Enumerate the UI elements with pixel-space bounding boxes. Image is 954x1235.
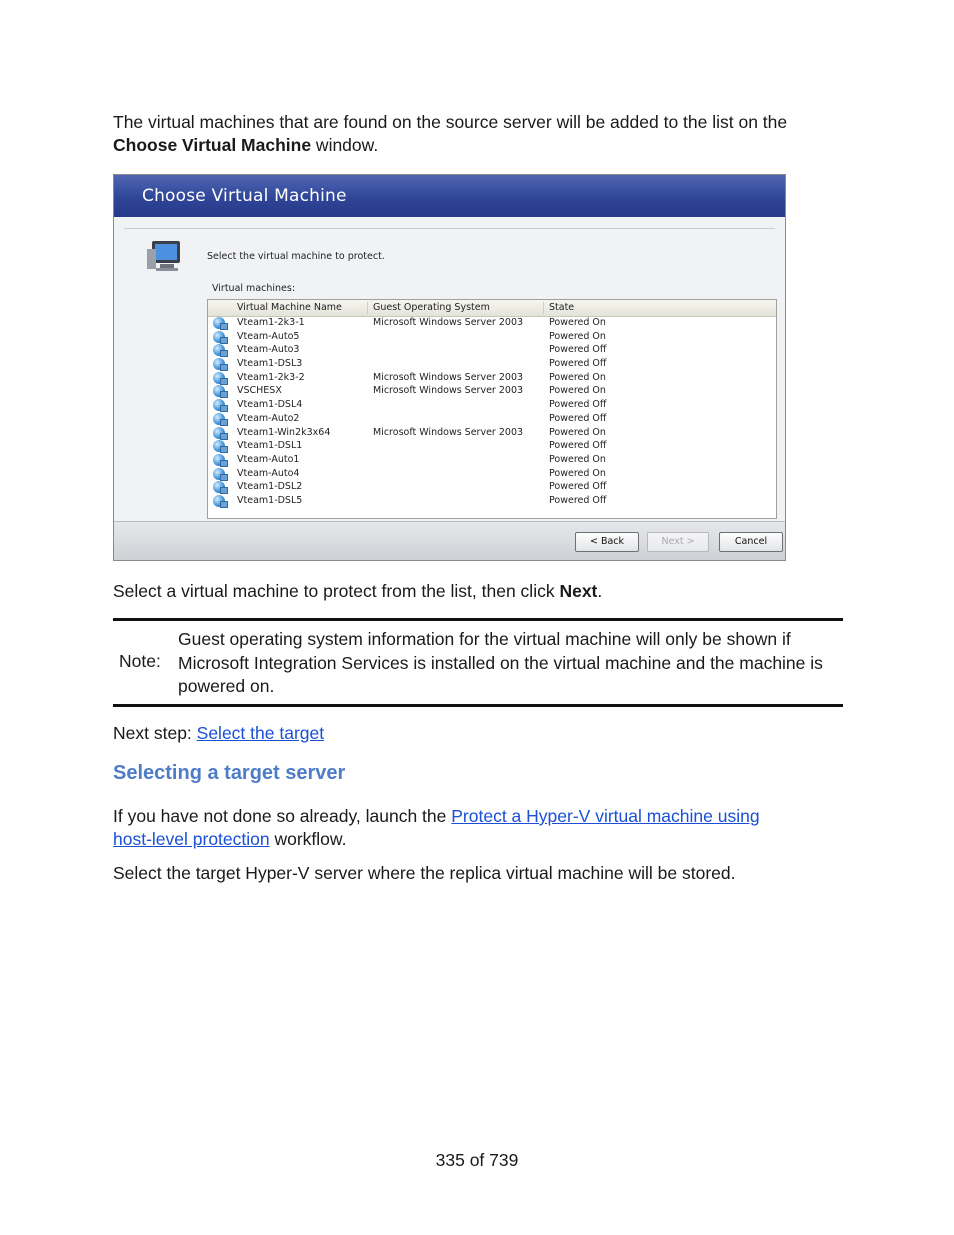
table-row[interactable] — [208, 495, 776, 509]
dialog-prompt: Select the virtual machine to protect. — [207, 251, 385, 262]
vm-list-rows — [208, 317, 776, 509]
dialog-title: Choose Virtual Machine — [114, 175, 785, 217]
vm-guest-os: Microsoft Windows Server 2003 — [373, 426, 524, 438]
launch-text: If you have not done so already, launch the — [113, 806, 452, 826]
vm-guest-os: Microsoft Windows Server 2003 — [373, 317, 524, 328]
select-target-link[interactable]: Select the target — [196, 723, 325, 743]
table-row[interactable] — [208, 358, 776, 372]
virtual-machine-icon — [213, 495, 225, 507]
target-paragraph: Select the target Hyper-V server where the replica virtual machine will be stored. — [113, 863, 736, 883]
intro-text-end: window. — [311, 135, 379, 155]
column-guest-os[interactable]: Guest Operating System — [373, 302, 490, 313]
vm-state: Powered On — [549, 385, 606, 397]
table-row[interactable] — [208, 372, 776, 386]
virtual-machine-icon — [213, 427, 225, 439]
virtual-machine-icon — [213, 344, 225, 356]
virtual-machine-icon — [213, 399, 225, 411]
section-heading: Selecting a target server — [113, 762, 346, 784]
cancel-button[interactable]: Cancel — [719, 532, 783, 552]
back-button[interactable]: < Back — [575, 532, 639, 552]
select-text-end: . — [597, 581, 603, 601]
select-paragraph — [113, 580, 843, 603]
column-divider — [543, 302, 544, 314]
virtual-machine-icon — [213, 331, 225, 343]
launch-paragraph — [113, 805, 843, 851]
note-top-rule — [113, 618, 843, 621]
vm-list-label: Virtual machines: — [212, 283, 296, 294]
table-row[interactable] — [208, 454, 776, 468]
table-row[interactable] — [208, 413, 776, 427]
intro-paragraph — [113, 111, 843, 157]
protect-hyperv-link-cont[interactable]: host-level protection — [113, 829, 270, 849]
vm-name: Vteam-Auto2 — [237, 412, 300, 424]
table-row[interactable] — [208, 344, 776, 358]
vm-name: Vteam1-DSL3 — [237, 358, 303, 370]
vm-name: Vteam1-DSL5 — [237, 494, 303, 506]
vm-state: Powered Off — [549, 481, 607, 493]
vm-state: Powered On — [549, 371, 606, 383]
vm-name: Vteam1-Win2k3x64 — [237, 426, 331, 438]
vm-name: Vteam-Auto5 — [237, 330, 300, 342]
virtual-machine-icon — [213, 454, 225, 466]
table-row[interactable] — [208, 317, 776, 331]
vm-state: Powered Off — [549, 412, 607, 424]
vm-list[interactable] — [207, 299, 777, 519]
vm-state: Powered On — [549, 467, 606, 479]
vm-name: Vteam1-2k3-1 — [237, 317, 305, 328]
vm-name: Vteam-Auto3 — [237, 344, 300, 356]
table-row[interactable] — [208, 385, 776, 399]
intro-text: The virtual machines that are found on the source server will be added to the list on the — [113, 112, 788, 132]
vm-state: Powered On — [549, 330, 606, 342]
note-label: Note: — [119, 651, 161, 671]
virtual-machine-icon — [213, 372, 225, 384]
column-state[interactable]: State — [549, 302, 575, 313]
page-number: 335 of 739 — [435, 1150, 519, 1170]
vm-state: Powered On — [549, 426, 606, 438]
launch-text-end: workflow. — [269, 829, 347, 849]
vm-name: Vteam1-2k3-2 — [237, 371, 305, 383]
virtual-machine-icon — [213, 440, 225, 452]
table-row[interactable] — [208, 481, 776, 495]
table-row[interactable] — [208, 427, 776, 441]
vm-name: Vteam1-DSL4 — [237, 399, 303, 411]
next-button[interactable]: Next > — [647, 532, 709, 552]
protect-hyperv-link[interactable]: Protect a Hyper-V virtual machine using — [451, 806, 760, 826]
next-step-paragraph — [113, 722, 843, 745]
vm-name: Vteam1-DSL2 — [237, 481, 303, 493]
vm-name: Vteam-Auto1 — [237, 453, 300, 465]
virtual-machine-icon — [213, 413, 225, 425]
vm-name: VSCHESX — [237, 385, 282, 397]
next-step-prefix: Next step: — [113, 723, 197, 743]
column-divider — [367, 302, 368, 314]
vm-list-header — [208, 300, 776, 317]
vm-state: Powered On — [549, 317, 606, 328]
virtual-machine-icon — [213, 317, 225, 329]
vm-guest-os: Microsoft Windows Server 2003 — [373, 385, 524, 397]
dialog-separator — [124, 228, 775, 229]
select-text: Select a virtual machine to protect from the list, then click — [113, 581, 560, 601]
vm-state: Powered Off — [549, 344, 607, 356]
intro-bold: Choose Virtual Machine — [113, 135, 312, 155]
table-row[interactable] — [208, 468, 776, 482]
vm-state: Powered On — [549, 453, 606, 465]
select-bold: Next — [559, 581, 598, 601]
choose-vm-dialog-screenshot — [113, 174, 786, 561]
vm-guest-os: Microsoft Windows Server 2003 — [373, 371, 524, 383]
vm-name: Vteam-Auto4 — [237, 467, 300, 479]
vm-state: Powered Off — [549, 494, 607, 506]
virtual-machine-icon — [213, 385, 225, 397]
vm-state: Powered Off — [549, 399, 607, 411]
note-bottom-rule — [113, 704, 843, 707]
computer-monitor-icon — [144, 239, 184, 273]
table-row[interactable] — [208, 331, 776, 345]
note-text: Guest operating system information for the virtual machine will only be shown if Microsoft Integration Services is installed on the virtual machine and the machine is powered on. — [178, 629, 823, 696]
vm-state: Powered Off — [549, 358, 607, 370]
table-row[interactable] — [208, 440, 776, 454]
vm-name: Vteam1-DSL1 — [237, 440, 303, 452]
virtual-machine-icon — [213, 481, 225, 493]
column-vm-name[interactable]: Virtual Machine Name — [237, 302, 342, 313]
dialog-footer — [114, 521, 785, 560]
table-row[interactable] — [208, 399, 776, 413]
virtual-machine-icon — [213, 468, 225, 480]
virtual-machine-icon — [213, 358, 225, 370]
vm-state: Powered Off — [549, 440, 607, 452]
